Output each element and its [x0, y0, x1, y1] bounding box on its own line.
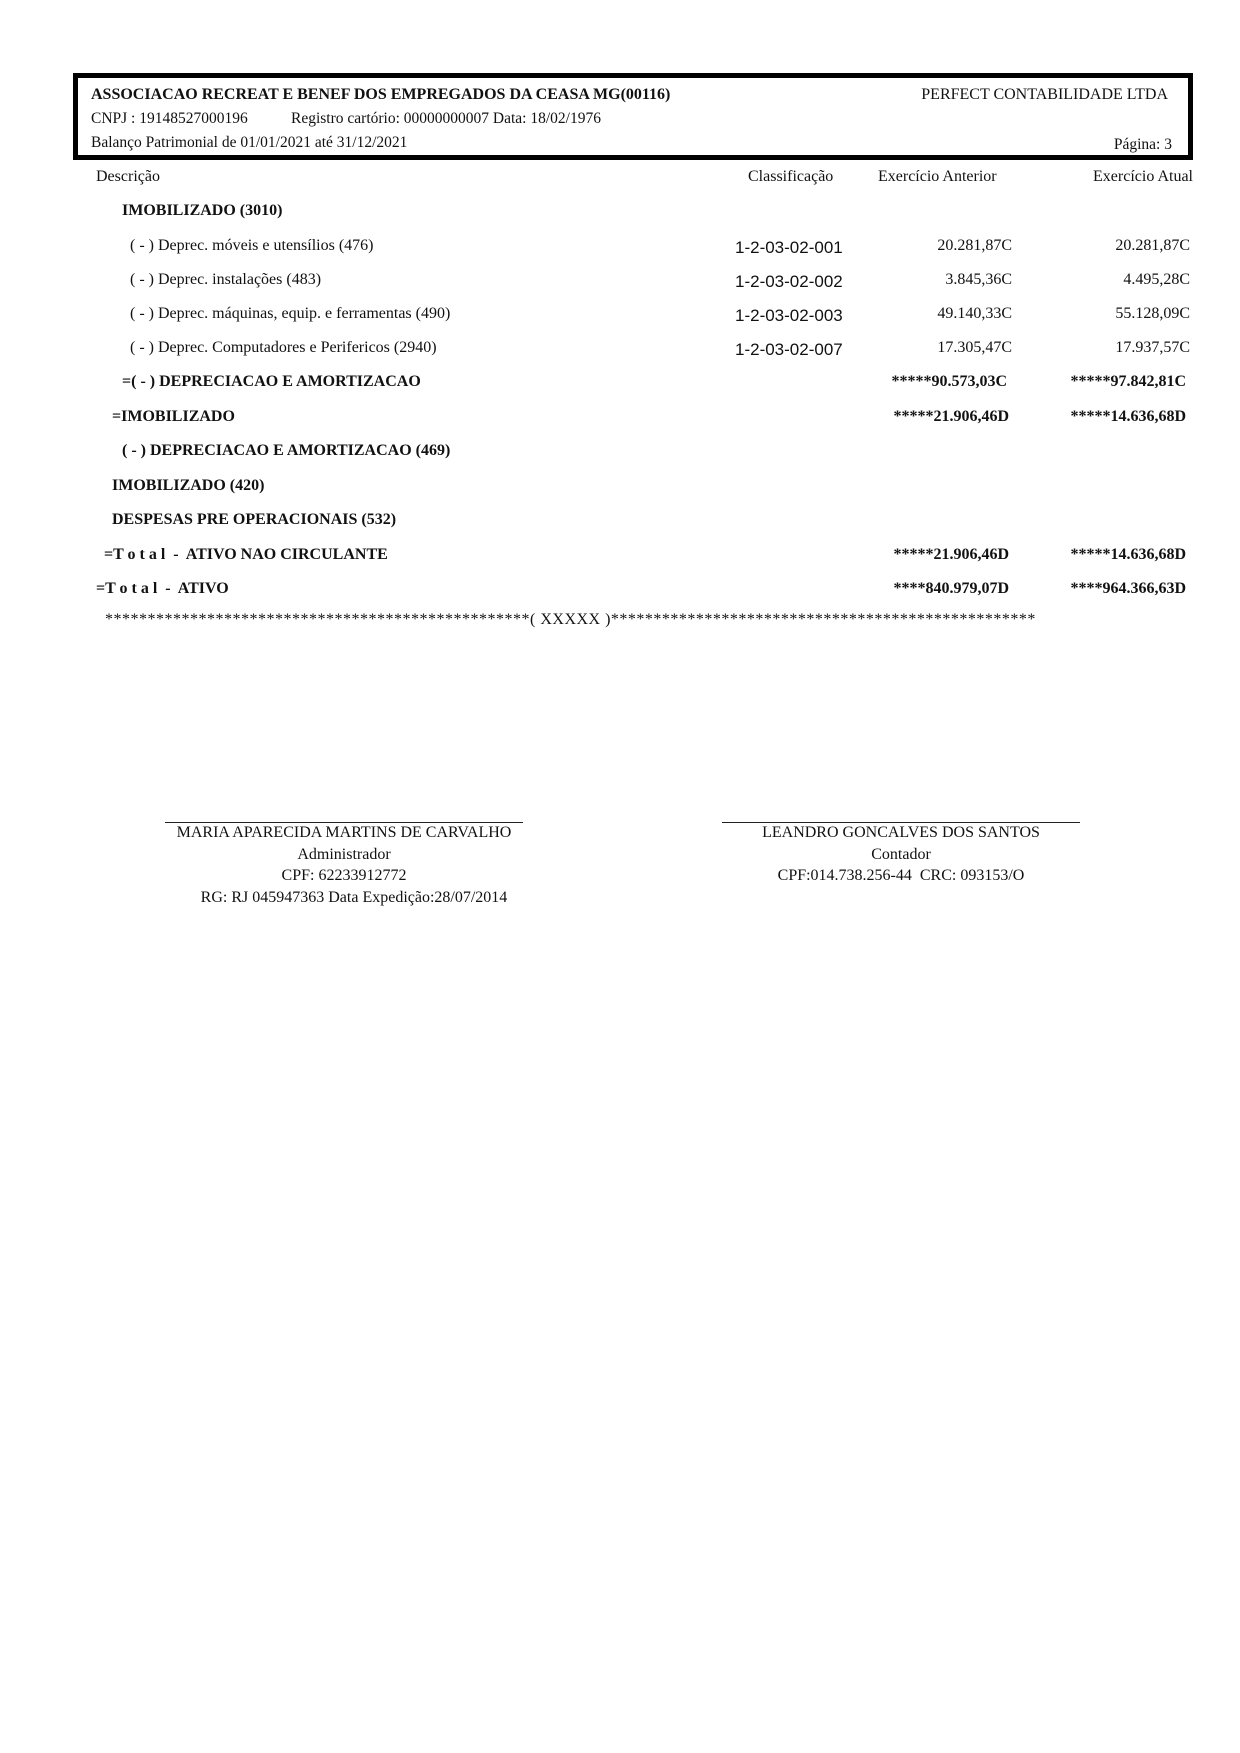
report-period: Balanço Patrimonial de 01/01/2021 até 31/12/2021 — [91, 134, 408, 151]
row-previous: 17.305,47C — [937, 339, 1012, 356]
row-previous: *****21.906,46D — [893, 546, 1009, 563]
company-name: ASSOCIACAO RECREAT E BENEF DOS EMPREGADOS DA CEASA MG(00116) — [91, 86, 671, 103]
row-current: 17.937,57C — [1115, 339, 1190, 356]
row-classification: 1-2-03-02-001 — [735, 238, 843, 257]
row-previous: 49.140,33C — [937, 305, 1012, 322]
row-label: IMOBILIZADO (420) — [112, 477, 265, 494]
row-classification: 1-2-03-02-007 — [735, 340, 843, 359]
end-separator: **************************************************( XXXXX )************************************************** — [105, 611, 1036, 628]
row-label: ( - ) DEPRECIACAO E AMORTIZACAO (469) — [122, 442, 451, 459]
row-previous: *****21.906,46D — [893, 408, 1009, 425]
row-current: 20.281,87C — [1115, 237, 1190, 254]
row-current: *****97.842,81C — [1070, 373, 1186, 390]
row-label: ( - ) Deprec. máquinas, equip. e ferramentas (490) — [130, 305, 451, 322]
column-classification: Classificação — [748, 168, 834, 185]
cnpj: CNPJ : 19148527000196 — [91, 110, 248, 127]
row-current: ****964.366,63D — [1070, 580, 1186, 597]
row-label: =( - ) DEPRECIACAO E AMORTIZACAO — [122, 373, 421, 390]
row-previous: *****90.573,03C — [891, 373, 1007, 390]
column-current: Exercício Atual — [1093, 168, 1193, 185]
left-signer-rg: RG: RJ 045947363 Data Expedição:28/07/2014 — [200, 889, 508, 906]
right-signature-line — [722, 822, 1080, 823]
left-signer-name: MARIA APARECIDA MARTINS DE CARVALHO — [176, 824, 512, 841]
row-previous: ****840.979,07D — [893, 580, 1009, 597]
row-label: =T o t a l - ATIVO NAO CIRCULANTE — [104, 546, 388, 563]
right-signer-role: Contador — [871, 846, 931, 863]
left-signature-line — [165, 822, 523, 823]
left-signer-role: Administrador — [297, 846, 391, 863]
row-previous: 3.845,36C — [945, 271, 1012, 288]
row-label: =T o t a l - ATIVO — [96, 580, 229, 597]
row-label: ( - ) Deprec. Computadores e Perifericos (2940) — [130, 339, 437, 356]
row-label: ( - ) Deprec. instalações (483) — [130, 271, 322, 288]
report-header — [73, 73, 1193, 160]
accountant-firm: PERFECT CONTABILIDADE LTDA — [921, 86, 1168, 103]
row-current: 55.128,09C — [1115, 305, 1190, 322]
row-current: *****14.636,68D — [1070, 546, 1186, 563]
right-signer-cpf-crc: CPF:014.738.256-44 CRC: 093153/O — [777, 867, 1025, 884]
row-label: IMOBILIZADO (3010) — [122, 202, 283, 219]
row-label: =IMOBILIZADO — [112, 408, 235, 425]
page-number: Página: 3 — [1113, 136, 1172, 153]
column-description: Descrição — [96, 168, 160, 185]
row-label: DESPESAS PRE OPERACIONAIS (532) — [112, 511, 397, 528]
row-current: 4.495,28C — [1123, 271, 1190, 288]
row-label: ( - ) Deprec. móveis e utensílios (476) — [130, 237, 374, 254]
registry-info: Registro cartório: 00000000007 Data: 18/02/1976 — [291, 110, 601, 127]
right-signer-name: LEANDRO GONCALVES DOS SANTOS — [762, 824, 1040, 841]
row-previous: 20.281,87C — [937, 237, 1012, 254]
column-previous: Exercício Anterior — [878, 168, 997, 185]
row-current: *****14.636,68D — [1070, 408, 1186, 425]
left-signer-cpf: CPF: 62233912772 — [281, 867, 407, 884]
row-classification: 1-2-03-02-002 — [735, 272, 843, 291]
row-classification: 1-2-03-02-003 — [735, 306, 843, 325]
